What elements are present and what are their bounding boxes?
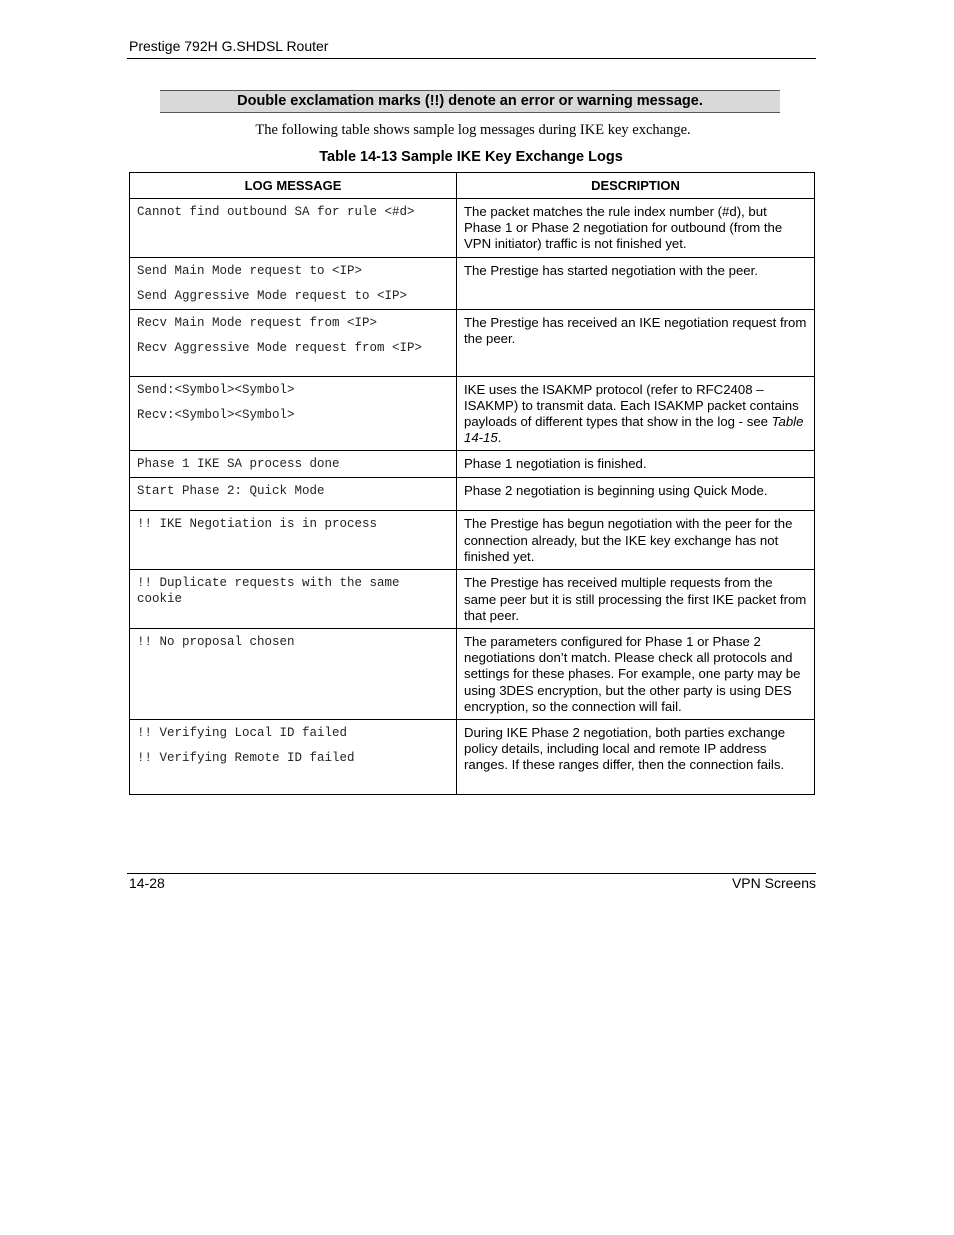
log-message-cell [130, 376, 457, 451]
log-message-cell [130, 511, 457, 570]
log-message: !! Verifying Remote ID failed [137, 751, 355, 766]
footer-divider [127, 873, 816, 874]
description-cell: During IKE Phase 2 negotiation, both parties exchange policy details, including local and remote IP address ranges. If these ranges differ, then the connection fails. [457, 720, 815, 795]
description-text-end: . [497, 430, 502, 446]
description-cell: The parameters configured for Phase 1 or Phase 2 negotiations don’t match. Please check all protocols and settings for these phases. For example, one party may be using 3DES encryption, but the other party is using DES encryption, so the connection will fail. [457, 629, 815, 720]
page-header-title: Prestige 792H G.SHDSL Router [129, 38, 329, 54]
log-message: Send Main Mode request to <IP> [137, 263, 363, 278]
log-message-cell [130, 257, 457, 309]
column-header-description: DESCRIPTION [457, 173, 815, 199]
section-name: VPN Screens [731, 875, 816, 891]
table-row [130, 376, 815, 451]
description-cell: The Prestige has begun negotiation with the peer for the connection already, but the IKE key exchange has not finished yet. [457, 511, 815, 570]
log-message: Cannot find outbound SA for rule <#d> [137, 205, 415, 219]
log-message: !! No proposal chosen [137, 635, 295, 650]
table-row [130, 511, 815, 570]
ike-log-table [129, 172, 815, 795]
log-message-cell [130, 720, 457, 795]
table-row [130, 570, 815, 629]
log-message: Recv:<Symbol><Symbol> [137, 407, 295, 422]
log-message-cell [130, 478, 457, 511]
log-message: Recv Aggressive Mode request from <IP> [137, 340, 423, 355]
column-header-log-message: LOG MESSAGE [130, 173, 457, 199]
log-message-cell [130, 451, 457, 478]
log-message: !! Duplicate requests with the same cookie [137, 576, 400, 607]
log-message: Send Aggressive Mode request to <IP> [137, 288, 408, 303]
log-message: Send:<Symbol><Symbol> [137, 382, 295, 397]
table-row [130, 478, 815, 511]
page-number: 14-28 [129, 875, 165, 891]
table-row [130, 309, 815, 376]
table-row [130, 629, 815, 720]
header-divider [127, 58, 816, 59]
log-message-cell [130, 309, 457, 376]
description-cell: The Prestige has started negotiation with the peer. [457, 257, 815, 309]
log-message: !! IKE Negotiation is in process [137, 517, 378, 532]
description-cell [457, 376, 815, 451]
log-message: Start Phase 2: Quick Mode [137, 484, 325, 499]
warning-note: Double exclamation marks (!!) denote an error or warning message. [160, 90, 780, 113]
description-cell: Phase 2 negotiation is beginning using Quick Mode. [457, 478, 815, 511]
table-caption: Table 14-13 Sample IKE Key Exchange Logs [319, 149, 623, 165]
log-message-cell [130, 629, 457, 720]
description-text: IKE uses the ISAKMP protocol (refer to RFC2408 – ISAKMP) to transmit data. Each ISAKMP packet contains payloads of different types that show in the log - see [464, 381, 799, 430]
log-message-cell [130, 199, 457, 258]
log-message-cell [130, 570, 457, 629]
table-reference-link[interactable]: Table 14-15 [464, 414, 804, 446]
description-cell: The Prestige has received multiple requests from the same peer but it is still processing the first IKE packet from that peer. [457, 570, 815, 629]
intro-paragraph: The following table shows sample log messages during IKE key exchange. [255, 122, 691, 138]
table-row [130, 199, 815, 258]
log-message: !! Verifying Local ID failed [137, 726, 348, 741]
description-cell: Phase 1 negotiation is finished. [457, 451, 815, 478]
description-cell: The packet matches the rule index number (#d), but Phase 1 or Phase 2 negotiation for outbound (from the VPN initiator) traffic is not finished yet. [457, 199, 815, 258]
table-row [130, 257, 815, 309]
table-row [130, 720, 815, 795]
description-cell: The Prestige has received an IKE negotiation request from the peer. [457, 309, 815, 376]
table-header-row [130, 173, 815, 199]
table-row [130, 451, 815, 478]
log-message: Recv Main Mode request from <IP> [137, 315, 378, 330]
log-message: Phase 1 IKE SA process done [137, 457, 340, 472]
